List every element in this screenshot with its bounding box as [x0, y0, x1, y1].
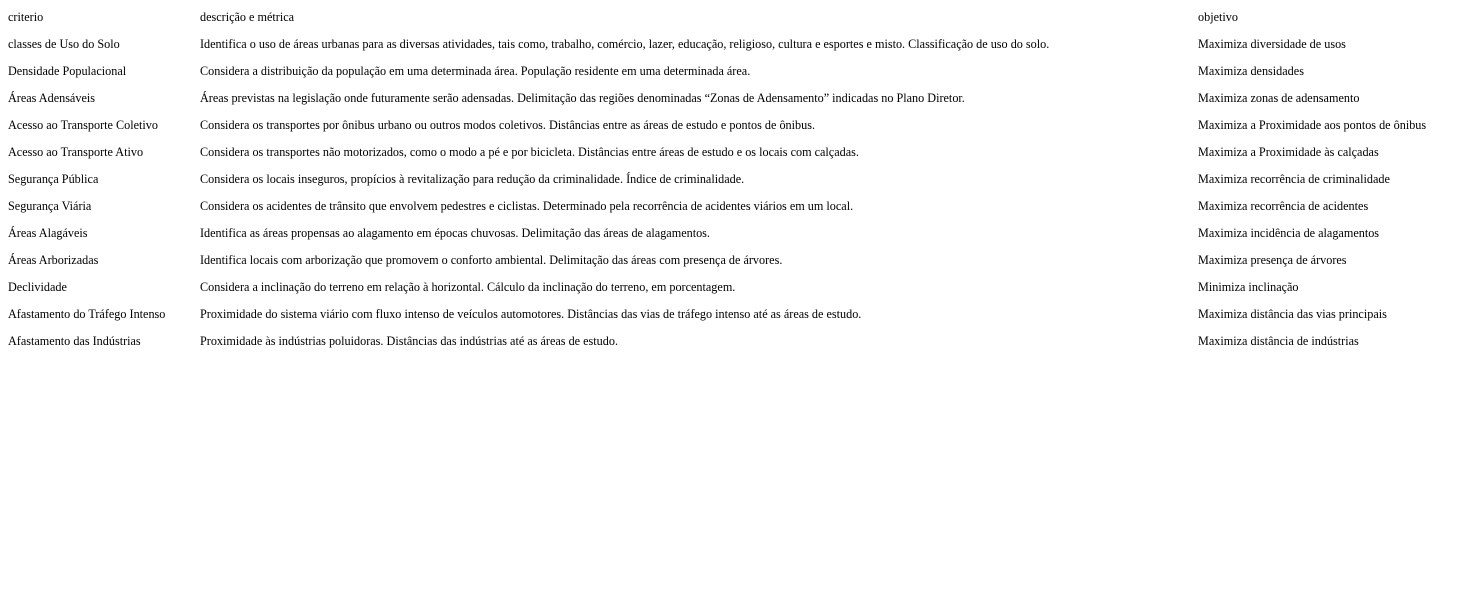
- cell-criterio: Acesso ao Transporte Ativo: [8, 145, 144, 159]
- cell-descricao: Considera a distribuição da população em uma determinada área. População residente em uma determinada área.: [200, 64, 751, 78]
- header-objetivo: objetivo: [1198, 10, 1238, 24]
- cell-objetivo: Maximiza distância de indústrias: [1198, 334, 1359, 348]
- table-row: [2, 193, 1456, 220]
- cell-descricao: Proximidade do sistema viário com fluxo intenso de veículos automotores. Distâncias das vias de tráfego intenso até as áreas de estudo.: [200, 307, 862, 321]
- table-row: [2, 139, 1456, 166]
- cell-objetivo: Maximiza recorrência de acidentes: [1198, 199, 1369, 213]
- table-row: [2, 166, 1456, 193]
- table-row: [2, 301, 1456, 328]
- table-row: [2, 58, 1456, 85]
- table-row: [2, 220, 1456, 247]
- cell-objetivo: Maximiza densidades: [1198, 64, 1304, 78]
- cell-criterio: Áreas Arborizadas: [8, 253, 99, 267]
- cell-descricao: Áreas previstas na legislação onde futuramente serão adensadas. Delimitação das regiões denominadas “Zonas de Adensamento” indicadas no Plano Diretor.: [200, 91, 965, 105]
- cell-criterio: Segurança Pública: [8, 172, 99, 186]
- cell-criterio: Afastamento das Indústrias: [8, 334, 141, 348]
- criteria-table: [2, 4, 1456, 355]
- cell-descricao: Considera a inclinação do terreno em relação à horizontal. Cálculo da inclinação do terreno, em porcentagem.: [200, 280, 736, 294]
- header-descricao: descrição e métrica: [200, 10, 295, 24]
- cell-criterio: Acesso ao Transporte Coletivo: [8, 118, 158, 132]
- cell-objetivo: Maximiza incidência de alagamentos: [1198, 226, 1380, 240]
- cell-objetivo: Maximiza recorrência de criminalidade: [1198, 172, 1390, 186]
- cell-objetivo: Maximiza diversidade de usos: [1198, 37, 1346, 51]
- cell-descricao: Identifica locais com arborização que promovem o conforto ambiental. Delimitação das áreas com presença de árvores.: [200, 253, 783, 267]
- cell-descricao: Identifica as áreas propensas ao alagamento em épocas chuvosas. Delimitação das áreas de alagamentos.: [200, 226, 710, 240]
- header-criterio: criterio: [8, 10, 44, 24]
- cell-objetivo: Maximiza presença de árvores: [1198, 253, 1347, 267]
- cell-descricao: Identifica o uso de áreas urbanas para as diversas atividades, tais como, trabalho, comércio, lazer, educação, religioso, cultura e esportes e misto. Classificação de uso do solo.: [200, 37, 1050, 51]
- cell-objetivo: Maximiza a Proximidade aos pontos de ônibus: [1198, 118, 1427, 132]
- cell-criterio: Segurança Viária: [8, 199, 92, 213]
- table-header-row: [2, 4, 1456, 31]
- cell-criterio: Áreas Alagáveis: [8, 226, 88, 240]
- cell-criterio: classes de Uso do Solo: [8, 37, 120, 51]
- table-row: [2, 328, 1456, 355]
- table-row: [2, 247, 1456, 274]
- cell-descricao: Considera os transportes por ônibus urbano ou outros modos coletivos. Distâncias entre as áreas de estudo e pontos de ônibus.: [200, 118, 816, 132]
- table-row: [2, 85, 1456, 112]
- cell-descricao: Considera os acidentes de trânsito que envolvem pedestres e ciclistas. Determinado pela recorrência de acidentes viários em um local.: [200, 199, 854, 213]
- cell-criterio: Densidade Populacional: [8, 64, 127, 78]
- cell-criterio: Áreas Adensáveis: [8, 91, 95, 105]
- cell-descricao: Considera os locais inseguros, propícios à revitalização para redução da criminalidade. Índice de criminalidade.: [200, 172, 745, 186]
- table-row: [2, 112, 1456, 139]
- cell-objetivo: Maximiza a Proximidade às calçadas: [1198, 145, 1379, 159]
- cell-objetivo: Minimiza inclinação: [1198, 280, 1299, 294]
- cell-objetivo: Maximiza distância das vias principais: [1198, 307, 1387, 321]
- cell-criterio: Afastamento do Tráfego Intenso: [8, 307, 166, 321]
- table-row: [2, 31, 1456, 58]
- cell-objetivo: Maximiza zonas de adensamento: [1198, 91, 1360, 105]
- cell-descricao: Considera os transportes não motorizados, como o modo a pé e por bicicleta. Distâncias entre áreas de estudo e os locais com calçadas.: [200, 145, 859, 159]
- cell-descricao: Proximidade às indústrias poluidoras. Distâncias das indústrias até as áreas de estudo.: [200, 334, 619, 348]
- cell-criterio: Declividade: [8, 280, 67, 294]
- table-row: [2, 274, 1456, 301]
